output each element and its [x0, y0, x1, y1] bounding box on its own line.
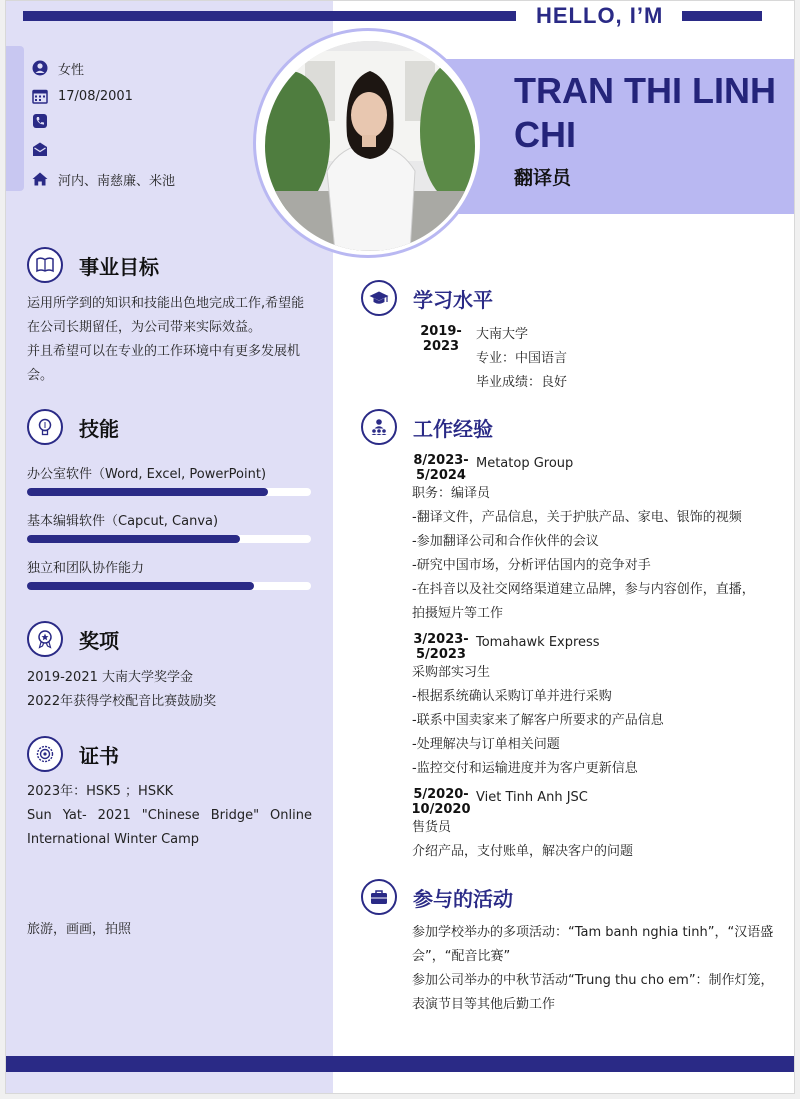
address-text: 河内、南慈廉、米池 [58, 173, 176, 189]
career-heading: 事业目标 [79, 254, 159, 279]
job-line: -参加翻译公司和合作伙伴的会议 [412, 534, 599, 549]
year-end: 5/2024 [416, 468, 466, 483]
awards-heading: 奖项 [79, 628, 119, 653]
hello-heading: HELLO, I’M [536, 3, 664, 28]
contact-dob [32, 86, 133, 106]
career-line: 并且希望可以在专业的工作环境中有更多发展机 [27, 344, 301, 359]
team-icon [361, 409, 397, 445]
job-company: Tomahawk Express [476, 635, 600, 650]
career-line: 运用所学到的知识和技能出色地完成工作,希望能 [27, 296, 305, 311]
contact-phone [32, 111, 58, 131]
lightbulb-icon [27, 409, 63, 445]
job-line: 采购部实习生 [412, 665, 491, 680]
year-start: 3/2023- [413, 632, 469, 647]
job-years [411, 632, 471, 662]
cert-line: 2023年：HSK5 ；HSKK [27, 784, 174, 799]
education-line: 大南大学 [476, 327, 529, 342]
job-line: -翻译文件，产品信息，关于护肤产品、家电、银饰的视频 [412, 510, 742, 525]
education-section-heading [361, 280, 493, 316]
skill-bar [27, 488, 311, 496]
education-line: 毕业成绩：良好 [476, 375, 568, 390]
skill-bar-fill [27, 535, 240, 543]
sidebar-contact-tab [6, 46, 24, 191]
skill-bar [27, 535, 311, 543]
person-icon [32, 60, 48, 76]
job-details [412, 816, 774, 864]
skill-label: 独立和团队协作能力 [27, 561, 145, 576]
dob-text: 17/08/2001 [58, 88, 133, 104]
hobbies-text: 旅游，画画，拍照 [27, 922, 132, 937]
job-line: 拍摄短片等工作 [412, 606, 504, 621]
career-line: 在公司长期留任，为公司带来实际效益。 [27, 320, 262, 335]
certificate-icon [27, 736, 63, 772]
education-details [476, 323, 567, 395]
job-title: 翻译员 [514, 167, 572, 189]
experience-heading: 工作经验 [413, 416, 493, 441]
email-icon [32, 141, 48, 157]
activities-text [412, 921, 774, 1017]
certs-text [27, 780, 312, 852]
certs-section-heading [27, 736, 119, 772]
activity-line: 参加公司举办的中秋节活动“Trung thu cho em”：制作灯笼， [412, 973, 774, 988]
cert-line: International Winter Camp [27, 832, 200, 847]
graduation-cap-icon [361, 280, 397, 316]
skill-label: 基本编辑软件（Capcut, Canva) [27, 514, 219, 529]
skill-bar [27, 582, 311, 590]
year-start: 5/2020- [413, 787, 469, 802]
skill-bar-fill [27, 582, 254, 590]
top-accent-bar-right [682, 11, 762, 21]
year-end: 5/2023 [416, 647, 466, 662]
skills-section-heading [27, 409, 119, 445]
job-years [409, 787, 473, 817]
year-end: 10/2020 [411, 802, 471, 817]
phone-icon [32, 113, 48, 129]
contact-address [32, 169, 175, 189]
job-line: -联系中国卖家来了解客户所要求的产品信息 [412, 713, 664, 728]
job-line: -监控交付和运输进度并为客户更新信息 [412, 761, 638, 776]
certs-heading: 证书 [79, 743, 119, 768]
career-text [27, 292, 312, 388]
contact-gender [32, 58, 84, 78]
job-line: -根据系统确认采购订单并进行采购 [412, 689, 612, 704]
job-line: -研究中国市场，分析评估国内的竞争对手 [412, 558, 651, 573]
activity-line: 表演节目等其他后勤工作 [412, 997, 556, 1012]
activities-section-heading [361, 879, 513, 915]
job-company: Metatop Group [476, 456, 574, 471]
year-start: 8/2023- [413, 453, 469, 468]
book-icon [27, 247, 63, 283]
cert-line: Sun Yat- 2021 "Chinese Bridge" Online [27, 808, 312, 823]
job-line: 售货员 [412, 820, 452, 835]
job-years [411, 453, 471, 483]
bottom-accent-bar [6, 1056, 795, 1072]
experience-section-heading [361, 409, 493, 445]
job-line: 职务：编译员 [412, 486, 491, 501]
career-line: 会。 [27, 368, 54, 383]
skill-label: 办公室软件（Word, Excel, PowerPoint) [27, 467, 267, 482]
briefcase-icon [361, 879, 397, 915]
activity-line: 参加学校举办的多项活动：“Tam banh nghia tinh”，“汉语盛 [412, 925, 774, 940]
top-accent-bar [23, 11, 516, 21]
contact-email [32, 139, 58, 159]
education-line: 专业：中国语言 [476, 351, 568, 366]
job-line: 介绍产品，支付账单，解决客户的问题 [412, 844, 634, 859]
calendar-icon [32, 88, 48, 104]
gender-text: 女性 [58, 62, 85, 78]
job-details [412, 661, 774, 781]
resume-page [5, 0, 795, 1094]
job-line: -处理解决与订单相关问题 [412, 737, 560, 752]
year-end: 2023 [422, 339, 460, 354]
year-start: 2019- [420, 324, 462, 339]
education-heading: 学习水平 [413, 287, 493, 312]
career-section-heading [27, 247, 159, 283]
awards-section-heading [27, 621, 119, 657]
skills-heading: 技能 [79, 416, 119, 441]
awards-text [27, 666, 312, 714]
award-line: 2019-2021 大南大学奖学金 [27, 670, 193, 685]
candidate-name: TRAN THI LINH CHI [514, 70, 776, 155]
profile-photo [265, 41, 475, 251]
education-years [413, 324, 469, 354]
job-details [412, 482, 774, 626]
job-company: Viet Tinh Anh JSC [476, 790, 588, 805]
award-medal-icon [27, 621, 63, 657]
job-line: -在抖音以及社交网络渠道建立品牌，参与内容创作，直播， [412, 582, 755, 597]
activity-line: 会”，“配音比赛” [412, 949, 511, 964]
skill-bar-fill [27, 488, 268, 496]
award-line: 2022年获得学校配音比赛鼓励奖 [27, 694, 217, 709]
home-icon [32, 171, 48, 187]
activities-heading: 参与的活动 [413, 886, 513, 911]
